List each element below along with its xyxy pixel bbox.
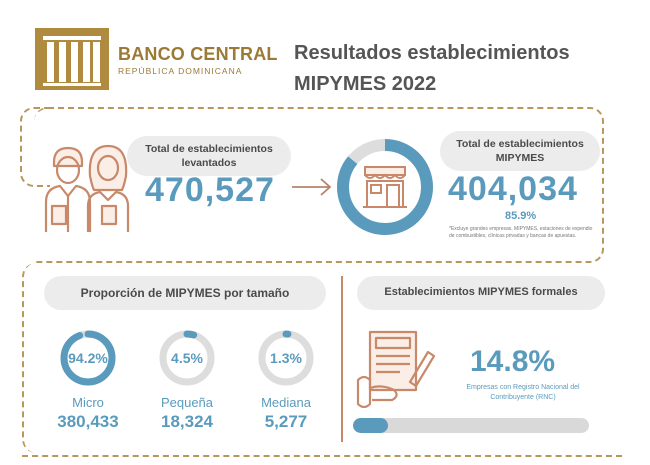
- brand-name: BANCO CENTRAL: [118, 44, 278, 64]
- mipymes-percent: 85.9%: [505, 210, 537, 222]
- size-value: 18,324: [161, 412, 213, 431]
- footnote: *Excluye grandes empresas, MIPYMES, estaciones de expendio de combustibles, clínicas privadas y bancas de apuestas.: [449, 226, 593, 239]
- size-section-title: Proporción de MIPYMES por tamaño: [44, 276, 326, 310]
- people-icon: [40, 140, 130, 235]
- page-title-line1: Resultados establecimientos: [294, 42, 570, 64]
- formal-progress-fill: [353, 418, 388, 433]
- page-title-line2: MIPYMES 2022: [294, 73, 437, 95]
- size-percent: 1.3%: [270, 350, 302, 366]
- details-frame-bottom: [22, 455, 622, 457]
- formal-section-title: Establecimientos MIPYMES formales: [357, 276, 605, 310]
- surveyed-label-line1: Total de establecimientos: [145, 143, 273, 155]
- arrow-right-icon: [290, 177, 334, 197]
- size-name: Micro: [72, 395, 104, 410]
- mipymes-label-line1: Total de establecimientos: [456, 138, 584, 150]
- mipymes-value: 404,034: [448, 170, 578, 208]
- formal-description: [448, 383, 598, 403]
- mipymes-label-line2: MIPYMES: [495, 152, 545, 164]
- document-pen-icon: [352, 328, 442, 412]
- bank-logo: [35, 28, 109, 90]
- formal-description-line1: Empresas con Registro Nacional del: [466, 384, 580, 391]
- size-value: 380,433: [57, 412, 119, 431]
- mipymes-ring: [333, 135, 437, 239]
- page-title: [294, 38, 634, 100]
- surveyed-label-pill: [127, 136, 291, 176]
- formal-percent: 14.8%: [470, 345, 556, 378]
- shop-icon: [363, 167, 407, 207]
- size-name: Mediana: [261, 395, 311, 410]
- formal-progress-bar: [353, 418, 589, 433]
- size-percent: 94.2%: [68, 350, 108, 366]
- surveyed-value: 470,527: [145, 171, 275, 209]
- size-value: 5,277: [264, 412, 308, 431]
- size-percent: 4.5%: [171, 350, 203, 366]
- mipymes-label-pill: [440, 131, 600, 171]
- formal-description-line2: Contribuyente (RNC): [490, 394, 556, 401]
- surveyed-label-line2: levantados: [181, 157, 237, 169]
- size-name: Pequeña: [160, 395, 214, 410]
- section-divider: [341, 276, 343, 442]
- brand-subtitle: REPÚBLICA DOMINICANA: [118, 66, 243, 76]
